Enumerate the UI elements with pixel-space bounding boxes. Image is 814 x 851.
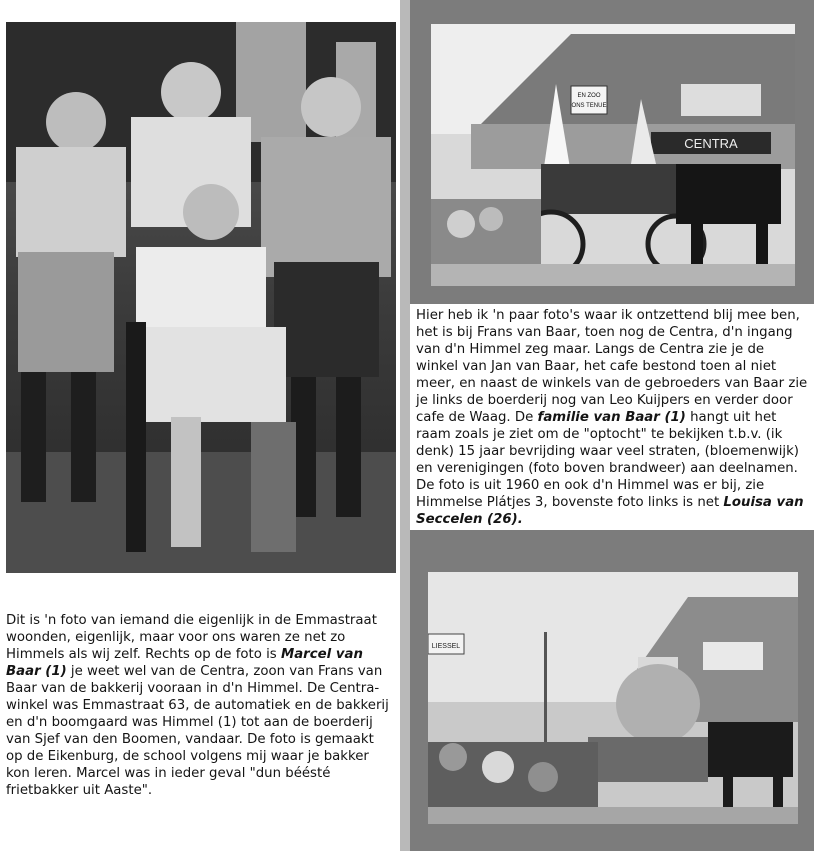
- parade-float-photo: [428, 572, 798, 824]
- left-column: [0, 0, 400, 851]
- left-caption-text: [6, 612, 394, 799]
- parade-storefront-photo: [431, 24, 795, 286]
- right-column: [410, 0, 814, 851]
- left-caption-name: Marcel van Baar (1): [6, 647, 363, 679]
- boys-photo: [6, 22, 396, 573]
- cart-sign-2: ONS TENUE: [571, 103, 607, 109]
- column-divider: [400, 0, 410, 851]
- right-caption-part1: Hier heb ik 'n paar foto's waar ik ontzettend blij mee ben, het is bij Frans van Baar, toen nog de Centra, d'n ingang van d'n Himmel zeg maar. Langs de Centra zie je de winkel van Jan van Baar, het cafe bestond toen al niet meer, en naast de winkels van de gebroeders van Baar zie je links de boerderij nog van Leo Kuijpers en verder door cafe de Waag. De: [416, 308, 808, 425]
- left-caption: [0, 610, 400, 801]
- right-caption-name-1: familie van Baar (1): [537, 410, 686, 425]
- left-caption-part2: je weet wel van de Centra, zoon van Frans van Baar van de bakkerij vooraan in d'n Himmel. De Centra-winkel was Emmastraat 63, de automatiek en de bakkerij en d'n boomgaard was Himmel (1) tot aan de boerderij van Sjef van den Boomen, vandaar. De foto is gemaakt op de Eikenburg, de school volgens mij waar je bakker kon leren. Marcel was in ieder geval "dun béésté frietbakker uit Aaste".: [6, 664, 389, 798]
- cart-sign-1: EN ZOO: [577, 93, 601, 99]
- parade-storefront-image: [431, 24, 795, 286]
- left-caption-part1: Dit is 'n foto van iemand die eigenlijk in de Emmastraat woonden, eigenlijk, maar voor ons waren ze net zo Himmels als wij zelf. Rechts op de foto is: [6, 613, 377, 662]
- right-caption: [410, 304, 814, 530]
- right-caption-part2: hangt uit het raam zoals je ziet om de "optocht" te bekijken t.b.v. (ik denk) 15 jaar bevrijding waar veel straten, (bloemenwijk) en verenigingen (foto boven brandweer) aan deelnamen. De foto is uit 1960 en ook d'n Himmel was er bij, zie Himmelse Plátjes 3, bovenste foto links is net: [416, 410, 799, 510]
- boys-photo-image: [6, 22, 396, 573]
- right-caption-name-2: Louisa van Seccelen (26).: [416, 495, 804, 527]
- parade-float-image: [428, 572, 798, 824]
- street-sign: LIESSEL: [431, 643, 461, 650]
- right-caption-text: [416, 307, 808, 528]
- shop-sign: CENTRA: [684, 136, 738, 151]
